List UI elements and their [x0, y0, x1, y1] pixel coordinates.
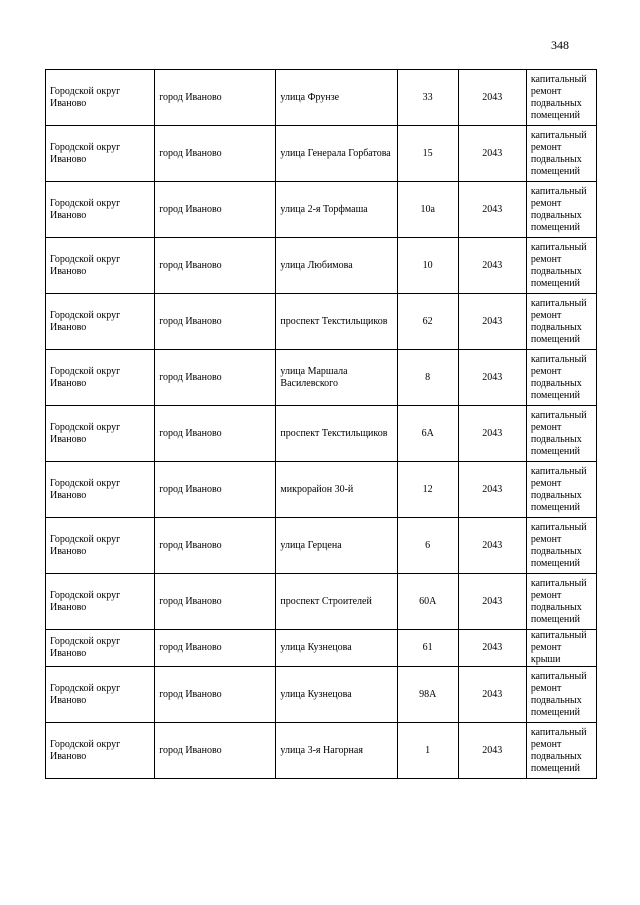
year-cell: 2043	[458, 667, 526, 723]
district-cell: Городской округ Иваново	[46, 294, 155, 350]
house-number-cell: 12	[397, 462, 458, 518]
work-type-cell: капитальный ремонт подвальных помещений	[526, 294, 596, 350]
street-cell: микрорайон 30-й	[276, 462, 397, 518]
house-number-cell: 60А	[397, 574, 458, 630]
city-cell: город Иваново	[155, 294, 276, 350]
table-row	[46, 723, 597, 779]
year-cell: 2043	[458, 238, 526, 294]
district-cell: Городской округ Иваново	[46, 667, 155, 723]
district-cell: Городской округ Иваново	[46, 462, 155, 518]
city-cell: город Иваново	[155, 182, 276, 238]
table-row	[46, 182, 597, 238]
table-row	[46, 406, 597, 462]
street-cell: проспект Текстильщиков	[276, 406, 397, 462]
street-cell: проспект Строителей	[276, 574, 397, 630]
district-cell: Городской округ Иваново	[46, 182, 155, 238]
house-number-cell: 10а	[397, 182, 458, 238]
repair-schedule-table	[45, 69, 597, 779]
district-cell: Городской округ Иваново	[46, 723, 155, 779]
house-number-cell: 8	[397, 350, 458, 406]
table-row	[46, 462, 597, 518]
work-type-cell: капитальный ремонт подвальных помещений	[526, 182, 596, 238]
year-cell: 2043	[458, 126, 526, 182]
house-number-cell: 10	[397, 238, 458, 294]
year-cell: 2043	[458, 723, 526, 779]
work-type-cell: капитальный ремонт подвальных помещений	[526, 462, 596, 518]
year-cell: 2043	[458, 350, 526, 406]
house-number-cell: 1	[397, 723, 458, 779]
district-cell: Городской округ Иваново	[46, 350, 155, 406]
street-cell: улица 3-я Нагорная	[276, 723, 397, 779]
work-type-cell: капитальный ремонт подвальных помещений	[526, 406, 596, 462]
year-cell: 2043	[458, 518, 526, 574]
house-number-cell: 62	[397, 294, 458, 350]
district-cell: Городской округ Иваново	[46, 70, 155, 126]
district-cell: Городской округ Иваново	[46, 238, 155, 294]
year-cell: 2043	[458, 462, 526, 518]
year-cell: 2043	[458, 574, 526, 630]
work-type-cell: капитальный ремонт подвальных помещений	[526, 350, 596, 406]
year-cell: 2043	[458, 630, 526, 667]
city-cell: город Иваново	[155, 126, 276, 182]
table-row	[46, 518, 597, 574]
street-cell: улица Любимова	[276, 238, 397, 294]
house-number-cell: 6А	[397, 406, 458, 462]
district-cell: Городской округ Иваново	[46, 574, 155, 630]
house-number-cell: 98А	[397, 667, 458, 723]
work-type-cell: капитальный ремонт подвальных помещений	[526, 518, 596, 574]
street-cell: улица 2-я Торфмаша	[276, 182, 397, 238]
page-number: 348	[551, 38, 569, 52]
city-cell: город Иваново	[155, 70, 276, 126]
house-number-cell: 6	[397, 518, 458, 574]
table-row	[46, 126, 597, 182]
district-cell: Городской округ Иваново	[46, 630, 155, 667]
table-row	[46, 238, 597, 294]
table-row	[46, 70, 597, 126]
street-cell: улица Генерала Горбатова	[276, 126, 397, 182]
street-cell: улица Герцена	[276, 518, 397, 574]
house-number-cell: 15	[397, 126, 458, 182]
city-cell: город Иваново	[155, 462, 276, 518]
city-cell: город Иваново	[155, 238, 276, 294]
city-cell: город Иваново	[155, 574, 276, 630]
work-type-cell: капитальный ремонт подвальных помещений	[526, 70, 596, 126]
city-cell: город Иваново	[155, 667, 276, 723]
city-cell: город Иваново	[155, 630, 276, 667]
work-type-cell: капитальный ремонт подвальных помещений	[526, 238, 596, 294]
table-row	[46, 667, 597, 723]
district-cell: Городской округ Иваново	[46, 518, 155, 574]
work-type-cell: капитальный ремонт подвальных помещений	[526, 126, 596, 182]
work-type-cell: капитальный ремонт подвальных помещений	[526, 574, 596, 630]
street-cell: улица Фрунзе	[276, 70, 397, 126]
table-row	[46, 350, 597, 406]
table-row	[46, 630, 597, 667]
street-cell: улица Маршала Василевского	[276, 350, 397, 406]
house-number-cell: 33	[397, 70, 458, 126]
house-number-cell: 61	[397, 630, 458, 667]
city-cell: город Иваново	[155, 723, 276, 779]
city-cell: город Иваново	[155, 518, 276, 574]
district-cell: Городской округ Иваново	[46, 406, 155, 462]
city-cell: город Иваново	[155, 350, 276, 406]
street-cell: проспект Текстильщиков	[276, 294, 397, 350]
table-row	[46, 574, 597, 630]
year-cell: 2043	[458, 406, 526, 462]
street-cell: улица Кузнецова	[276, 667, 397, 723]
work-type-cell: капитальный ремонт подвальных помещений	[526, 667, 596, 723]
city-cell: город Иваново	[155, 406, 276, 462]
work-type-cell: капитальный ремонт подвальных помещений	[526, 723, 596, 779]
year-cell: 2043	[458, 70, 526, 126]
table-row	[46, 294, 597, 350]
year-cell: 2043	[458, 294, 526, 350]
district-cell: Городской округ Иваново	[46, 126, 155, 182]
year-cell: 2043	[458, 182, 526, 238]
street-cell: улица Кузнецова	[276, 630, 397, 667]
work-type-cell: капитальный ремонт крыши	[526, 630, 596, 667]
